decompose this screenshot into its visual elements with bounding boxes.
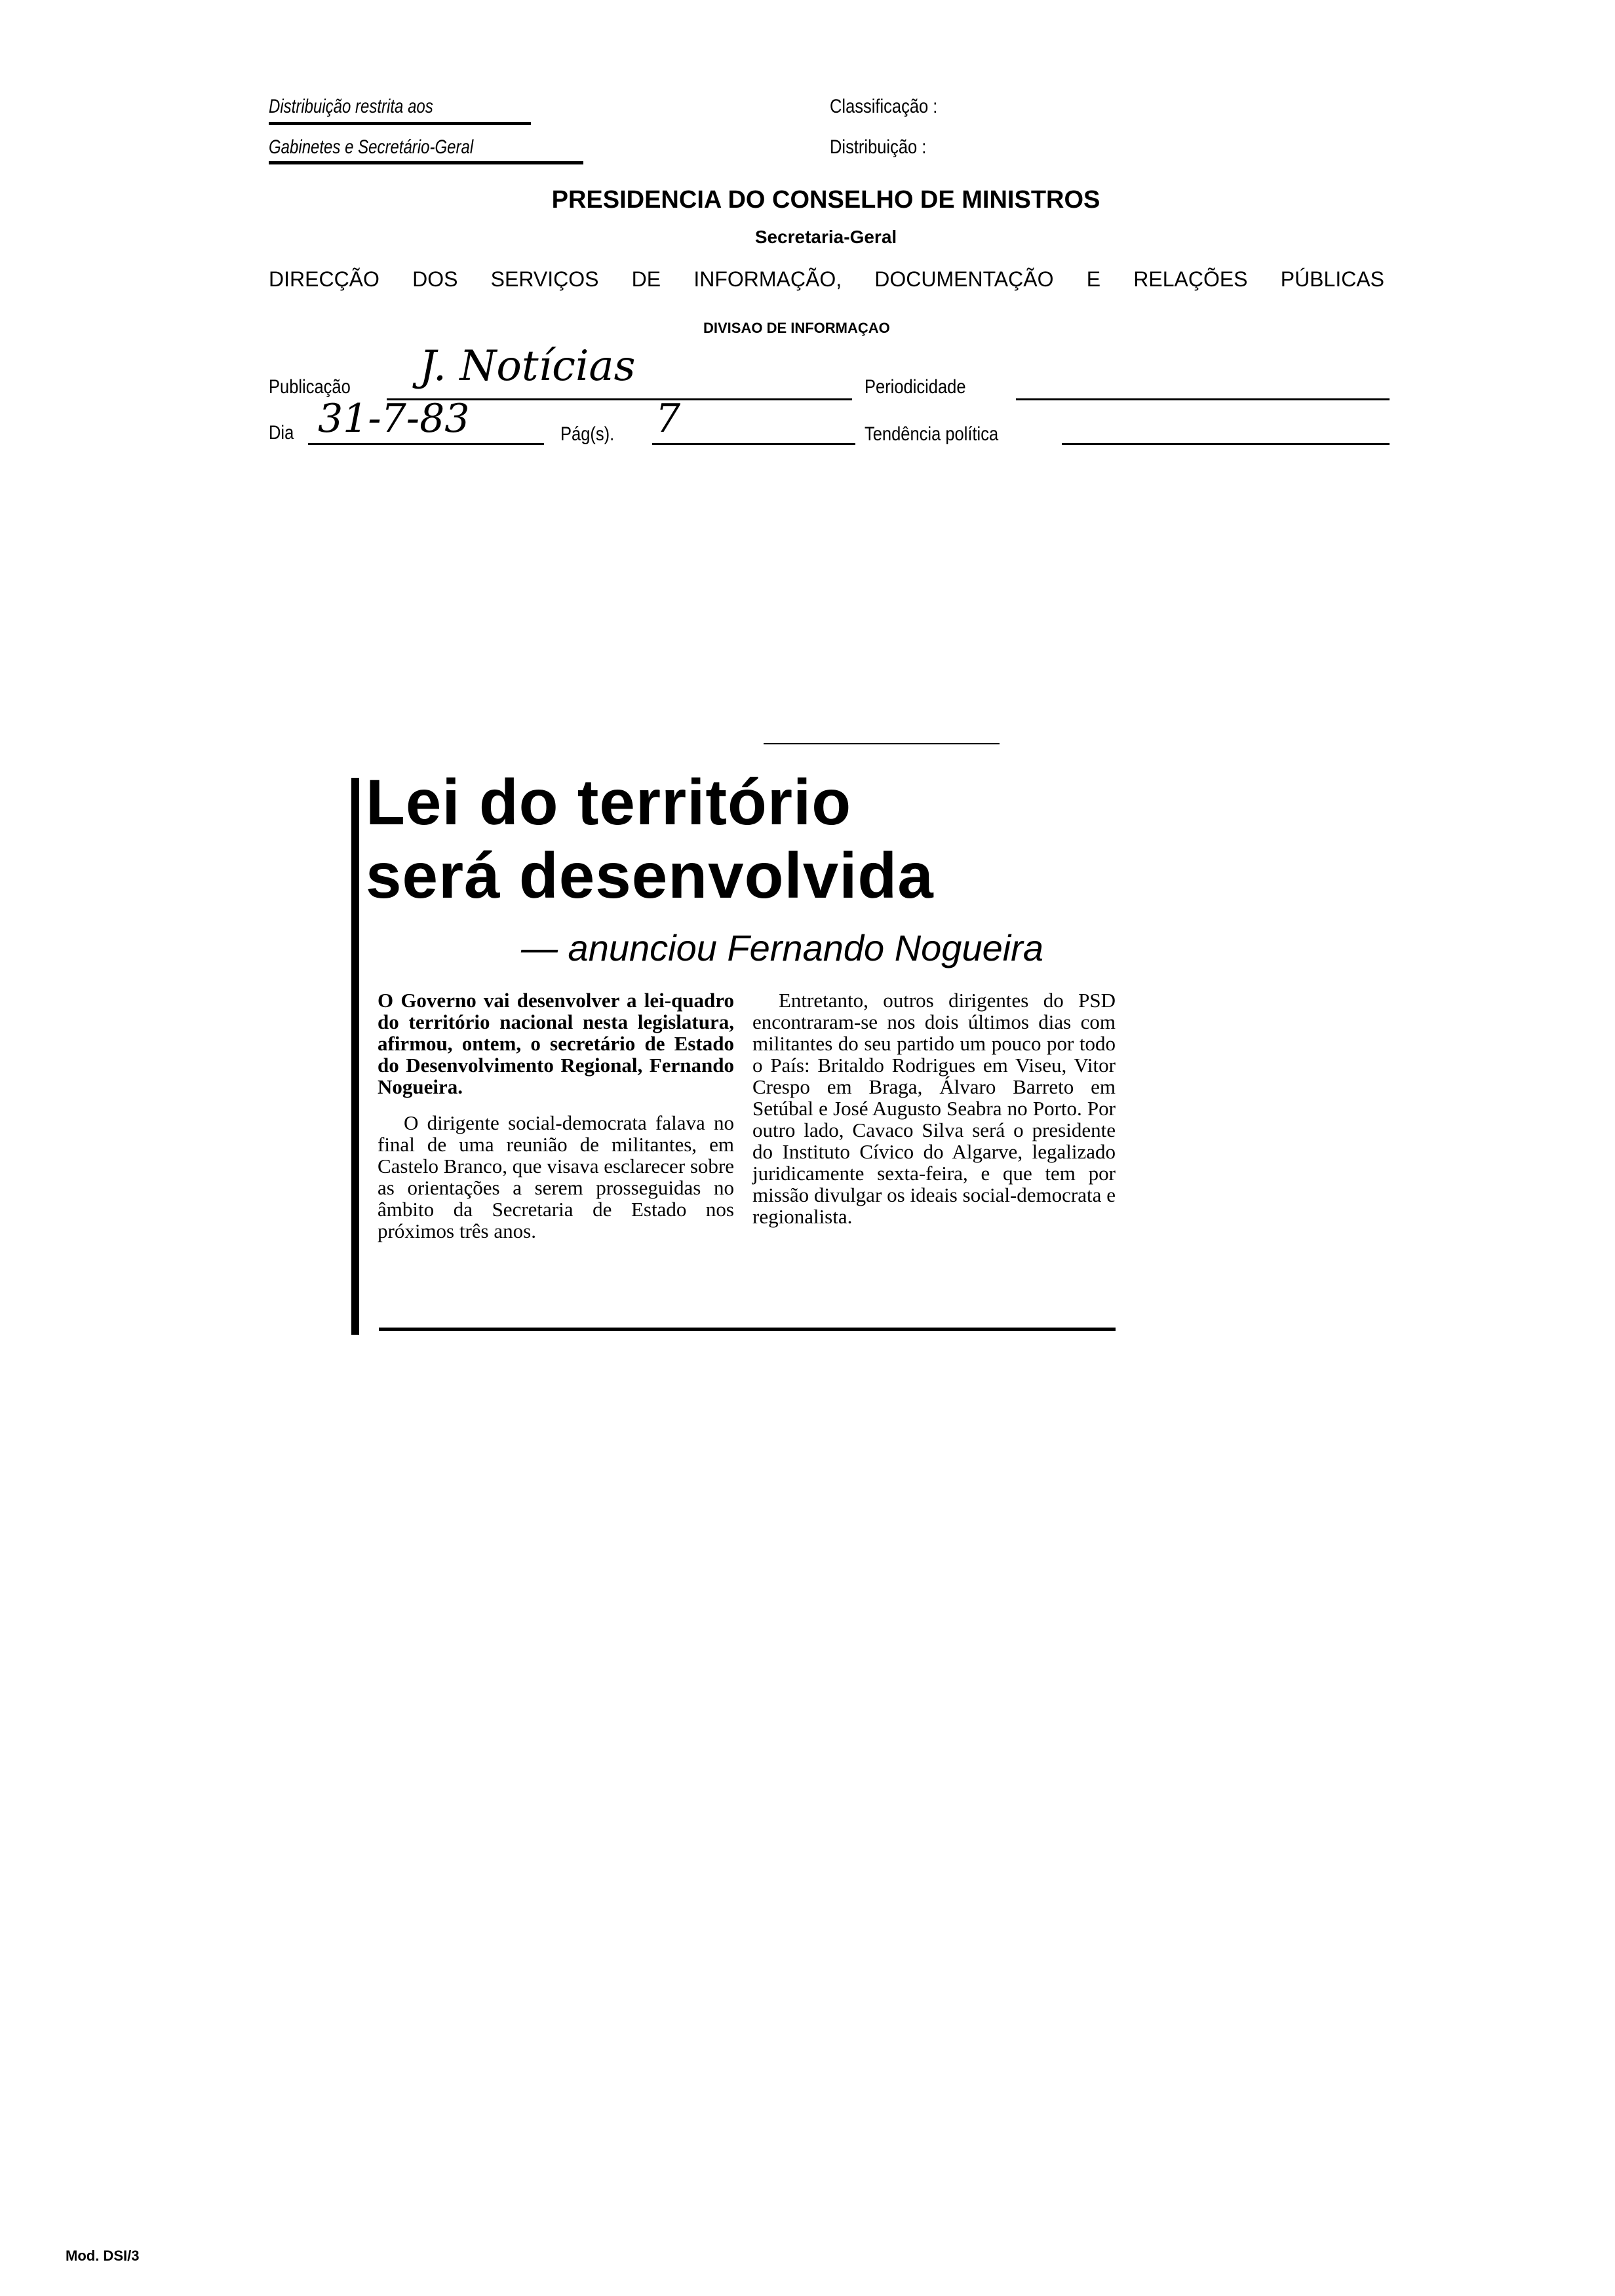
periodicity-field-line bbox=[1016, 398, 1390, 400]
pages-value: 7 bbox=[655, 396, 681, 442]
article-column-2 bbox=[752, 989, 1116, 1227]
publication-value: J. Notícias bbox=[419, 342, 636, 391]
article-paragraph: Entretanto, outros dirigentes do PSD encontraram-se nos dois últimos dias com militantes do seu partido um pouco por todo o País: Britaldo Rodrigues em Viseu, Vitor Crespo em Braga, Álvaro Barreto em Setúbal e José Augusto Seabra no Porto. Por outro lado, Cavaco Silva será o presidente do Instituto Cívico do Algarve, legalizado juridicamente sexta-feira, e que tem por missão divulgar os ideais social-democrata e regionalista. bbox=[752, 989, 1116, 1228]
restricted-distribution-line2: Gabinetes e Secretário-Geral bbox=[269, 136, 474, 158]
headline-line1: Lei do território bbox=[366, 766, 852, 838]
headline-line2: será desenvolvida bbox=[366, 839, 934, 911]
tendency-label: Tendência política bbox=[865, 423, 999, 445]
org-title: PRESIDENCIA DO CONSELHO DE MINISTROS bbox=[551, 186, 1100, 214]
restricted-distribution-line1: Distribuição restrita aos bbox=[269, 96, 433, 117]
clipping-bottom-rule bbox=[379, 1328, 1116, 1331]
publication-label: Publicação bbox=[269, 376, 351, 398]
form-code: Mod. DSI/3 bbox=[66, 2248, 140, 2264]
pages-label: Pág(s). bbox=[560, 423, 615, 445]
org-subtitle: Secretaria-Geral bbox=[754, 227, 897, 247]
pages-field-line bbox=[652, 443, 855, 445]
article-column-1 bbox=[378, 989, 734, 1242]
clipping-left-bar bbox=[351, 778, 359, 1335]
division: DIVISAO DE INFORMAÇAO bbox=[703, 320, 890, 336]
article-paragraph: O dirigente social-democrata falava no final de uma reunião de militantes, em Castelo Branco, que visava esclarecer sobre as orientações a serem prosseguidas no âmbito da Secretaria de Estado nos próximos três anos. bbox=[378, 1111, 734, 1242]
underline bbox=[269, 122, 531, 125]
day-field-line bbox=[308, 443, 544, 445]
tendency-field-line bbox=[1062, 443, 1390, 445]
article-paragraph: O Governo vai desenvolver a lei-quadro do território nacional nesta legislatura, afirmou, ontem, o secretário de Estado do Desenvolvimento Regional, Fernando Nogueira. bbox=[378, 989, 734, 1098]
day-label: Dia bbox=[269, 422, 294, 444]
periodicity-label: Periodicidade bbox=[865, 376, 966, 398]
distribution-label: Distribuição : bbox=[830, 136, 927, 158]
byline: — anunciou Fernando Nogueira bbox=[521, 927, 1043, 968]
day-value: 31-7-83 bbox=[318, 396, 470, 442]
underline bbox=[269, 161, 583, 164]
classification-label: Classificação : bbox=[830, 96, 938, 117]
directorate: DIRECÇÃO DOS SERVIÇOS DE INFORMAÇÃO, DOCUMENTAÇÃO E RELAÇÕES PÚBLICAS bbox=[269, 267, 1384, 291]
clipping-top-rule bbox=[764, 743, 1000, 744]
